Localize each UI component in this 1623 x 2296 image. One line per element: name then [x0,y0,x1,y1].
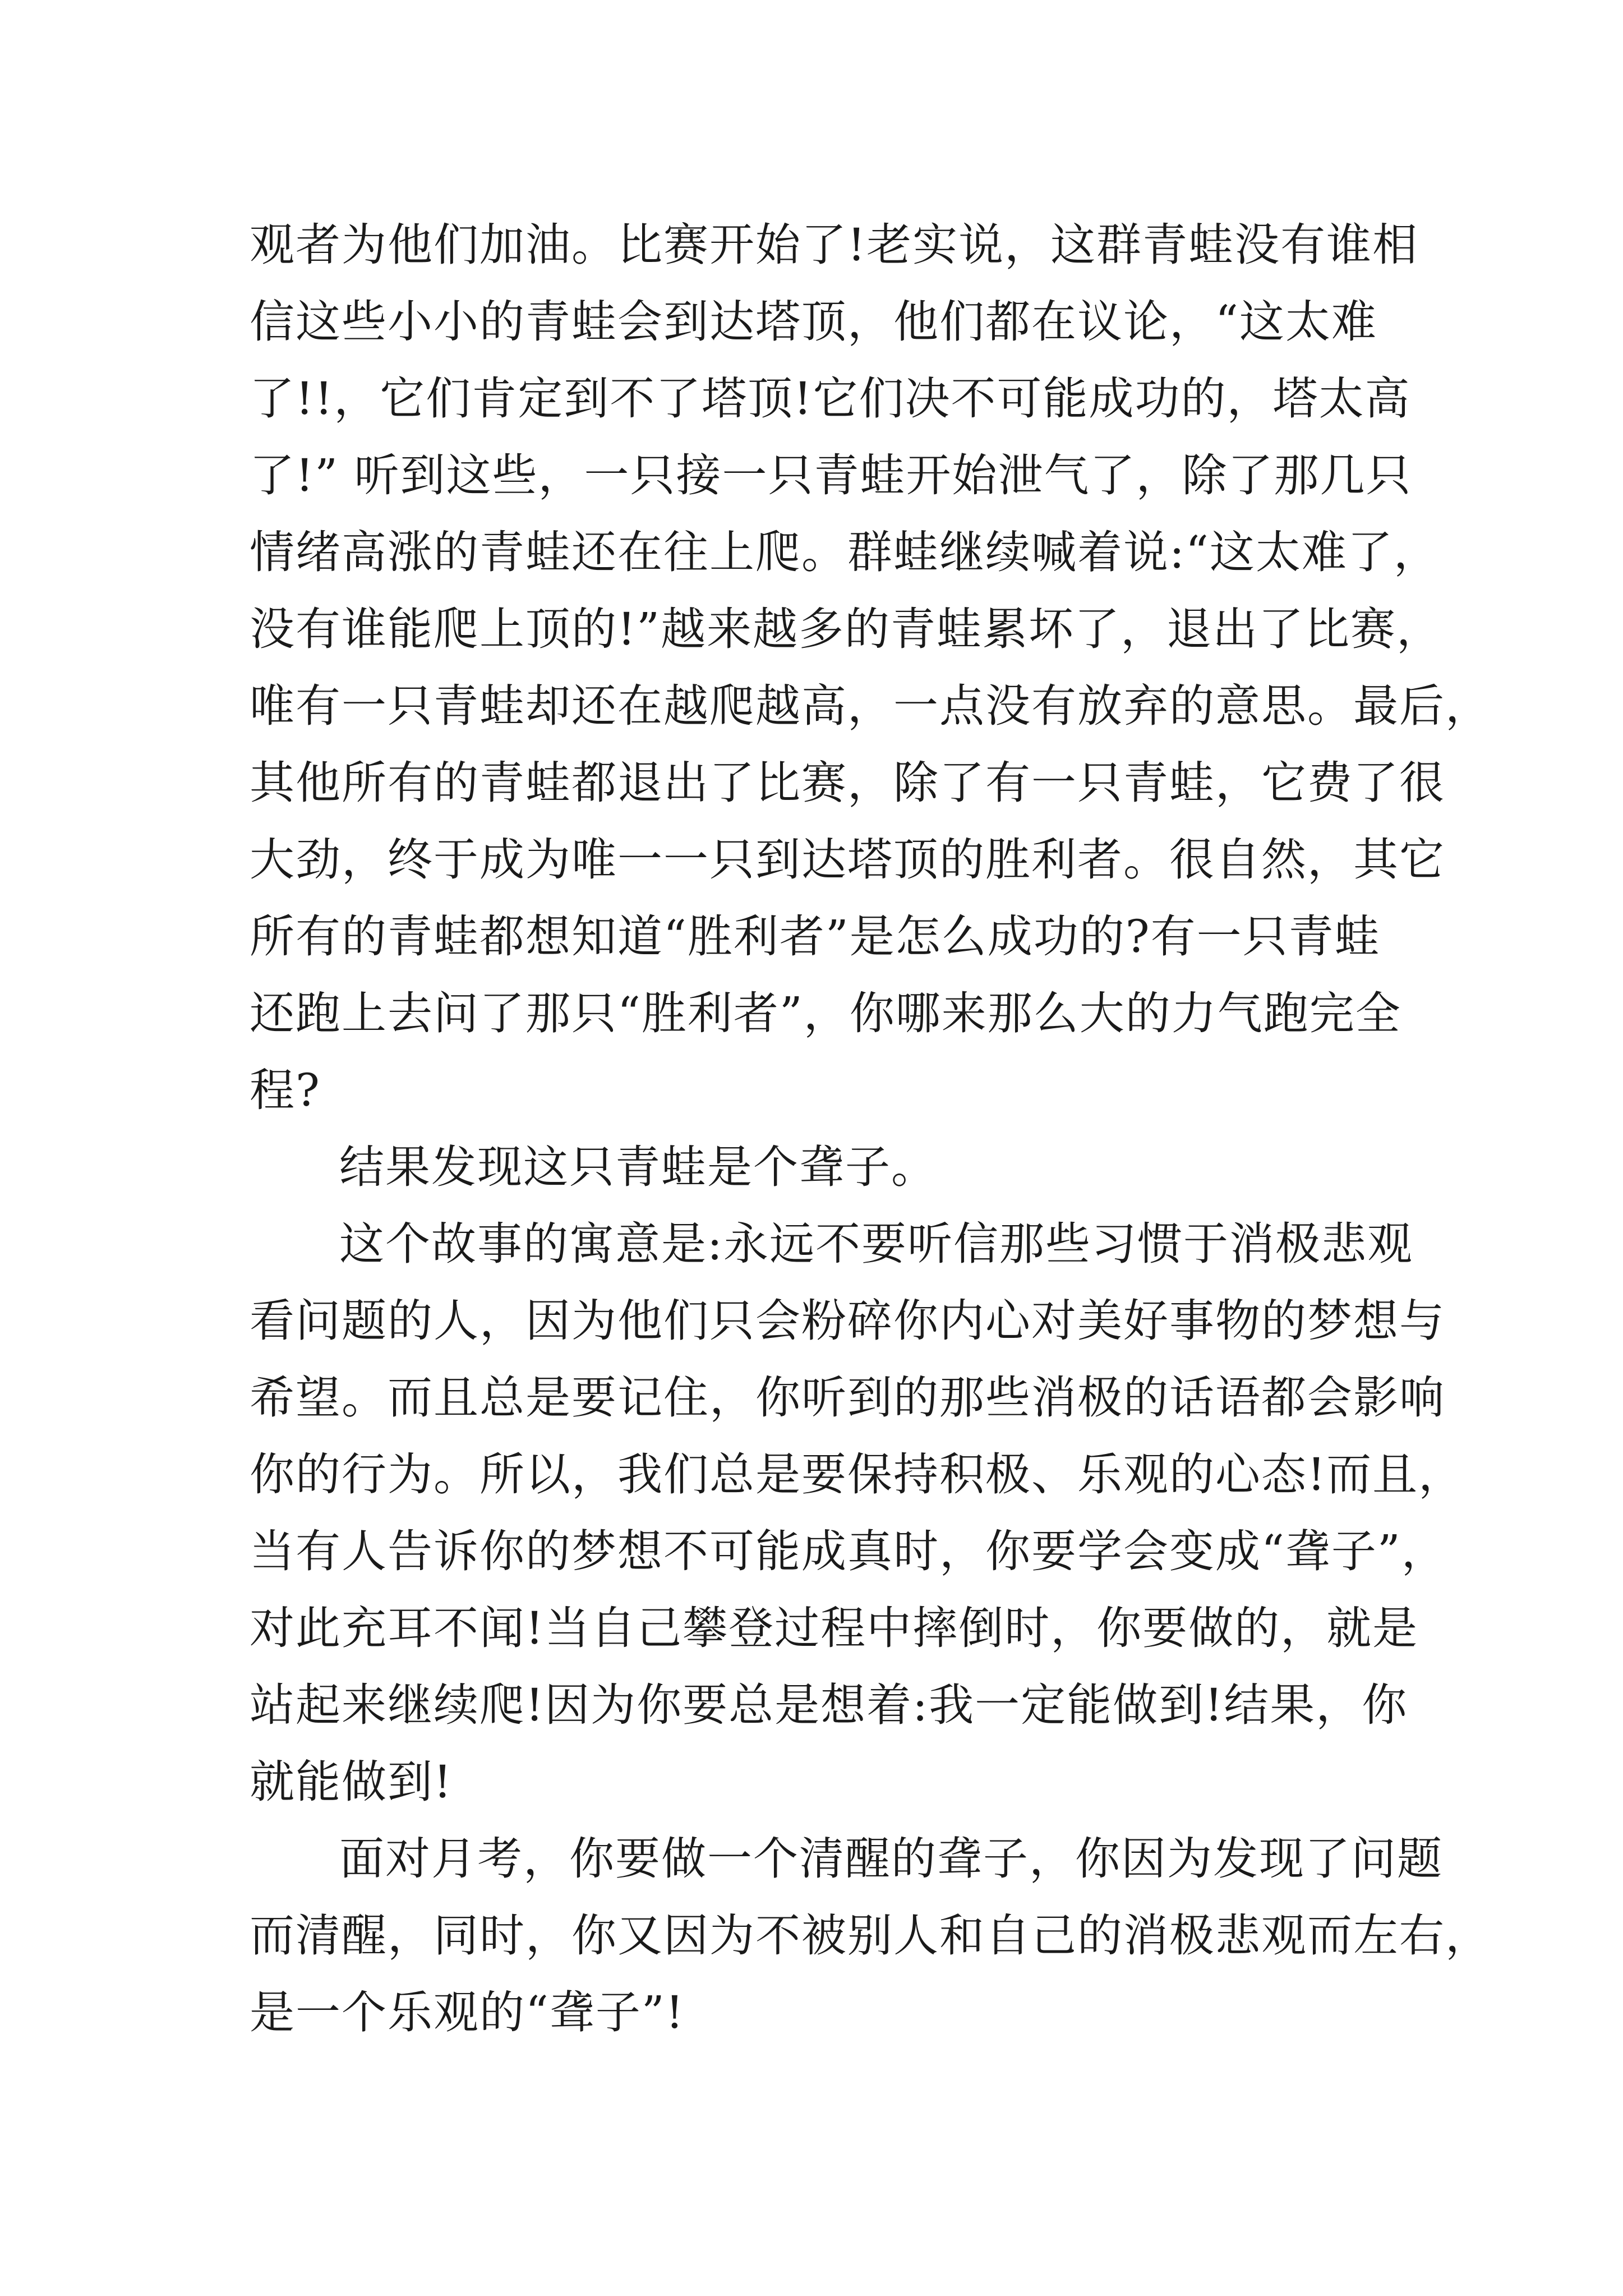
paragraph-start-line: 结果发现这只青蛙是个聋子。 [339,1141,937,1193]
text-line: 所有的青蛙都想知道“胜利者”是怎么成功的?有一只青蛙 [250,910,1381,963]
text-line: 对此充耳不闻!当自己攀登过程中摔倒时，你要做的，就是 [250,1602,1419,1654]
text-line: 你的行为。所以，我们总是要保持积极、乐观的心态!而且， [250,1448,1465,1501]
paragraph-start-line: 面对月考，你要做一个清醒的聋子，你因为发现了问题 [339,1833,1443,1885]
text-line: 信这些小小的青蛙会到达塔顶，他们都在议论，“这太难 [250,296,1377,348]
text-line: 没有谁能爬上顶的!”越来越多的青蛙累坏了，退出了比赛， [250,603,1443,655]
body-text [250,206,1491,2051]
text-line: 站起来继续爬!因为你要总是想着:我一定能做到!结果，你 [250,1679,1408,1731]
text-line: 是一个乐观的“聋子”! [250,1986,685,2039]
text-line: 当有人告诉你的梦想不可能成真时，你要学会变成“聋子”， [250,1525,1447,1577]
text-line: 了!” 听到这些，一只接一只青蛙开始泄气了，除了那几只 [250,449,1412,501]
paragraph-start-line: 这个故事的寓意是:永远不要听信那些习惯于消极悲观 [339,1218,1413,1270]
text-line: 了!!，它们肯定到不了塔顶!它们决不可能成功的，塔太高 [250,372,1411,425]
text-line: 大劲，终于成为唯一一只到达塔顶的胜利者。很自然，其它 [250,834,1445,886]
text-line: 观者为他们加油。比赛开始了!老实说，这群青蛙没有谁相 [250,219,1419,271]
text-line: 而清醒，同时，你又因为不被别人和自己的消极悲观而左右， [250,1910,1491,1962]
text-line: 程? [250,1064,321,1116]
text-line: 其他所有的青蛙都退出了比赛，除了有一只青蛙，它费了很 [250,757,1445,809]
text-line: 就能做到! [250,1756,453,1808]
text-line: 希望。而且总是要记住，你听到的那些消极的话语都会影响 [250,1372,1445,1424]
text-line: 情绪高涨的青蛙还在往上爬。群蛙继续喊着说:“这太难了， [250,526,1440,578]
text-line: 唯有一只青蛙却还在越爬越高，一点没有放弃的意思。最后， [250,680,1491,732]
text-line: 看问题的人，因为他们只会粉碎你内心对美好事物的梦想与 [250,1295,1445,1347]
text-line: 还跑上去问了那只“胜利者”，你哪来那么大的力气跑完全 [250,987,1401,1039]
